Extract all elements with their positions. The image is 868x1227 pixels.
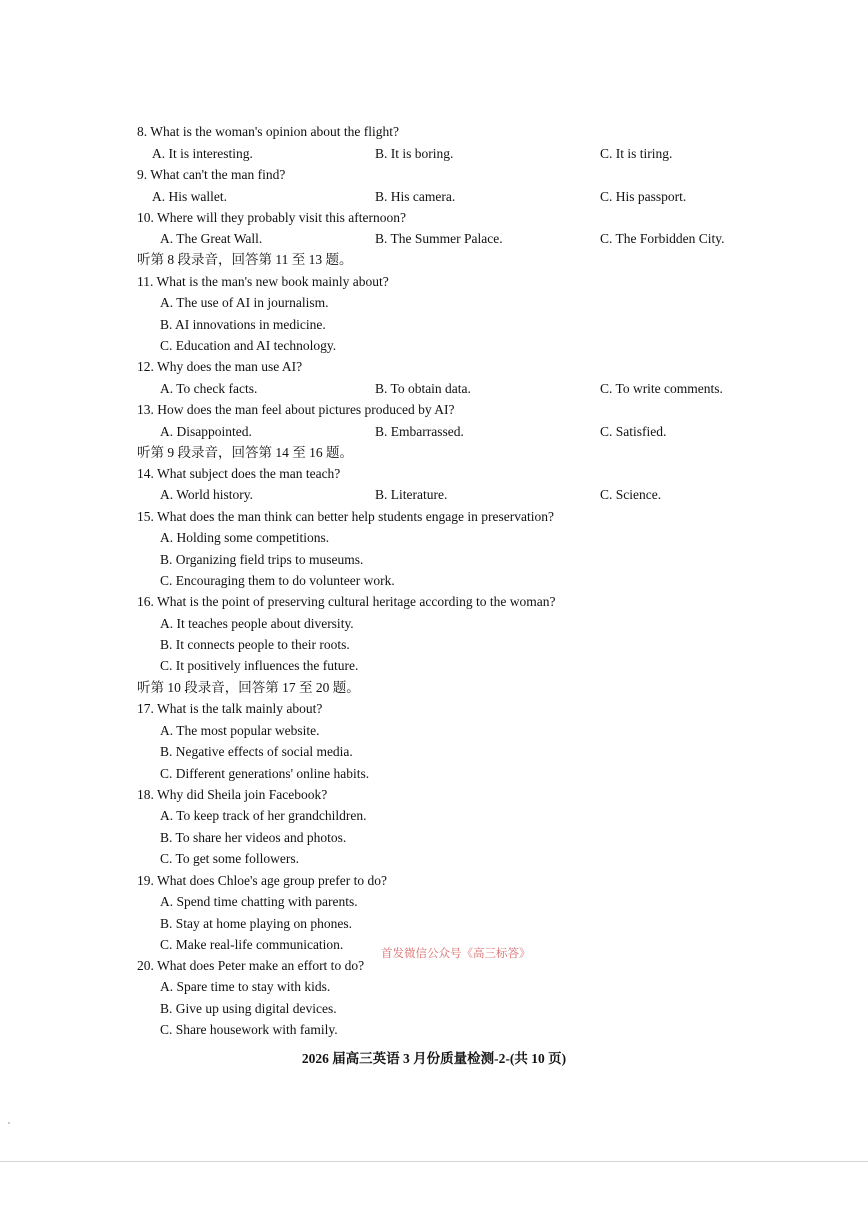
question-10-option-a: A. The Great Wall. xyxy=(160,231,263,246)
question-20-stem: 20. What does Peter make an effort to do? xyxy=(137,958,365,973)
section-10-instruction: 听第 10 段录音，回答第 17 至 20 题。 xyxy=(137,680,360,695)
question-13-option-c: C. Satisfied. xyxy=(600,424,667,439)
question-9-option-c: C. His passport. xyxy=(600,189,687,204)
question-16-option-b: B. It connects people to their roots. xyxy=(160,637,350,652)
question-16-stem: 16. What is the point of preserving cultural heritage according to the woman? xyxy=(137,594,556,609)
question-17-stem: 17. What is the talk mainly about? xyxy=(137,701,323,716)
section-8-instruction: 听第 8 段录音，回答第 11 至 13 题。 xyxy=(137,252,353,267)
question-12-option-c: C. To write comments. xyxy=(600,381,723,396)
watermark-text: 首发微信公众号《高三标答》 xyxy=(381,948,531,960)
question-18-option-c: C. To get some followers. xyxy=(160,851,300,866)
question-11-option-a: A. The use of AI in journalism. xyxy=(160,295,329,310)
question-16-option-c: C. It positively influences the future. xyxy=(160,658,359,673)
question-11-option-c: C. Education and AI technology. xyxy=(160,338,337,353)
question-14-option-b: B. Literature. xyxy=(375,487,448,502)
page-footer: 2026 届高三英语 3 月份质量检测-2-(共 10 页) xyxy=(301,1051,567,1066)
question-8-option-a: A. It is interesting. xyxy=(152,146,253,161)
question-20-option-c: C. Share housework with family. xyxy=(160,1022,338,1037)
question-19-option-c: C. Make real-life communication. xyxy=(160,937,344,952)
question-13-option-a: A. Disappointed. xyxy=(160,424,252,439)
question-13-stem: 13. How does the man feel about pictures produced by AI? xyxy=(137,402,455,417)
question-9-option-a: A. His wallet. xyxy=(152,189,227,204)
question-15-stem: 15. What does the man think can better help students engage in preservation? xyxy=(137,509,554,524)
question-17-option-b: B. Negative effects of social media. xyxy=(160,744,353,759)
question-12-option-a: A. To check facts. xyxy=(160,381,258,396)
question-12-option-b: B. To obtain data. xyxy=(375,381,471,396)
question-9-option-b: B. His camera. xyxy=(375,189,456,204)
question-17-option-c: C. Different generations' online habits. xyxy=(160,766,370,781)
section-9-instruction: 听第 9 段录音，回答第 14 至 16 题。 xyxy=(137,445,353,460)
question-20-option-b: B. Give up using digital devices. xyxy=(160,1001,337,1016)
question-8-option-b: B. It is boring. xyxy=(375,146,454,161)
question-10-stem: 10. Where will they probably visit this afternoon? xyxy=(137,210,406,225)
question-18-option-a: A. To keep track of her grandchildren. xyxy=(160,808,367,823)
question-13-option-b: B. Embarrassed. xyxy=(375,424,464,439)
question-11-stem: 11. What is the man's new book mainly about? xyxy=(137,274,389,289)
question-8-stem: 8. What is the woman's opinion about the flight? xyxy=(137,124,400,139)
question-17-option-a: A. The most popular website. xyxy=(160,723,320,738)
question-18-stem: 18. Why did Sheila join Facebook? xyxy=(137,787,328,802)
question-16-option-a: A. It teaches people about diversity. xyxy=(160,616,354,631)
question-10-option-c: C. The Forbidden City. xyxy=(600,231,725,246)
scan-speck xyxy=(8,1122,10,1124)
question-18-option-b: B. To share her videos and photos. xyxy=(160,830,347,845)
question-19-stem: 19. What does Chloe's age group prefer to do? xyxy=(137,873,387,888)
question-19-option-a: A. Spend time chatting with parents. xyxy=(160,894,358,909)
question-19-option-b: B. Stay at home playing on phones. xyxy=(160,916,352,931)
question-14-option-a: A. World history. xyxy=(160,487,254,502)
question-14-option-c: C. Science. xyxy=(600,487,662,502)
question-9-stem: 9. What can't the man find? xyxy=(137,167,286,182)
question-15-option-a: A. Holding some competitions. xyxy=(160,530,330,545)
question-15-option-b: B. Organizing field trips to museums. xyxy=(160,552,364,567)
question-11-option-b: B. AI innovations in medicine. xyxy=(160,317,326,332)
question-14-stem: 14. What subject does the man teach? xyxy=(137,466,341,481)
question-20-option-a: A. Spare time to stay with kids. xyxy=(160,979,331,994)
question-12-stem: 12. Why does the man use AI? xyxy=(137,359,303,374)
question-10-option-b: B. The Summer Palace. xyxy=(375,231,503,246)
question-15-option-c: C. Encouraging them to do volunteer work. xyxy=(160,573,395,588)
bottom-divider xyxy=(0,1161,868,1162)
question-8-option-c: C. It is tiring. xyxy=(600,146,673,161)
